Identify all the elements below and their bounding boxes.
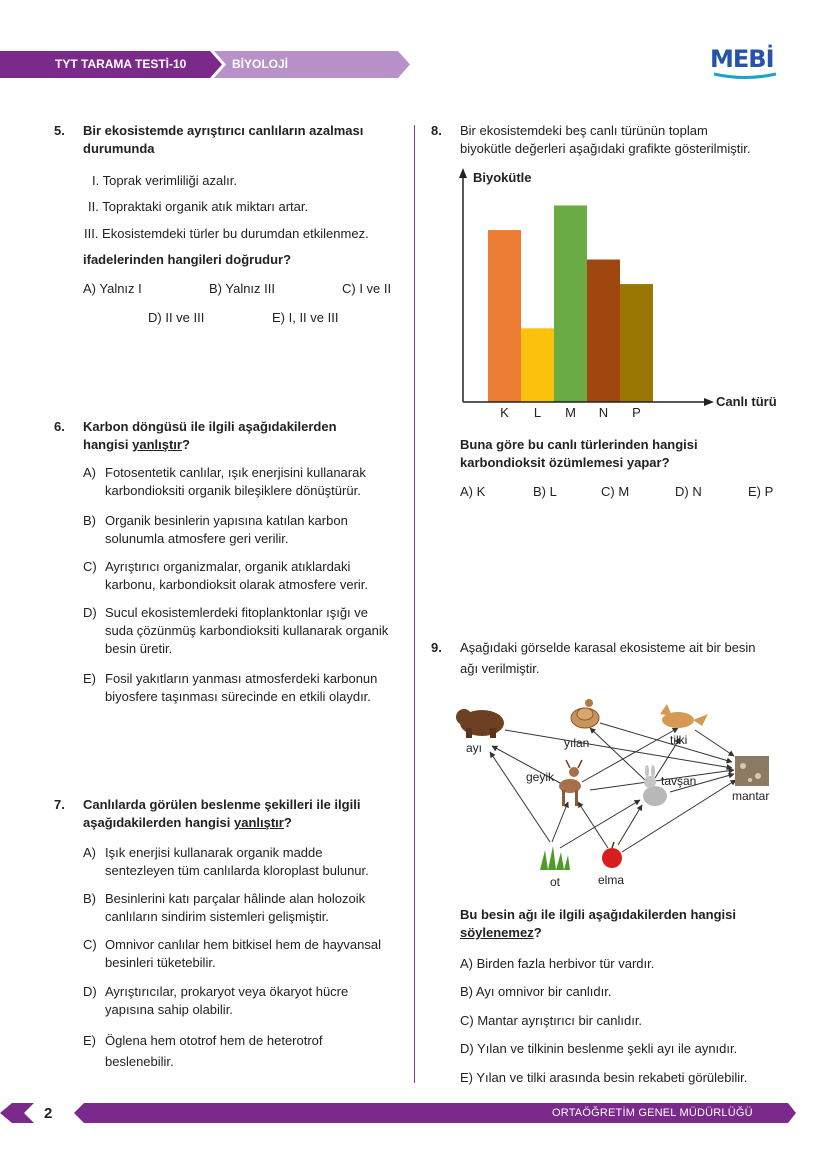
biomass-bar-chart (440, 162, 790, 424)
q5-option-e[interactable]: E) I, II ve III (272, 310, 339, 325)
q6-option-c[interactable]: C) Ayrıştırıcı organizmalar, organik atıklardaki karbonu, karbondioksit olarak atmosfere verir. (83, 559, 369, 592)
q6-option-a[interactable]: A) Fotosentetik canlılar, ışık enerjisini kullanarak karbondioksiti organik bileşiklere dönüştürür. (83, 465, 366, 498)
bar-l (521, 328, 554, 402)
mebi-logo (710, 46, 780, 82)
q7-option-b[interactable]: B) Besinlerini katı parçalar hâlinde alan holozoik canlıların sindirim sistemleri gelişmiştir. (83, 891, 366, 924)
q9-question: Bu besin ağı ile ilgili aşağıdakilerden hangisi söylenemez? (460, 907, 736, 940)
q5-number: 5. (54, 123, 65, 138)
q6-option-d[interactable]: D) Sucul ekosistemlerdeki fitoplanktonlar ışığı ve suda çözünmüş karbondioksiti kullanarak organik besin üretir. (83, 605, 389, 656)
deer-icon (559, 760, 582, 806)
bar-k (488, 230, 521, 402)
label-elma: elma (598, 873, 625, 887)
x-tick-p: P (632, 405, 641, 420)
q9-option-d[interactable]: D) Yılan ve tilkinin beslenme şekli ayı ile aynıdır. (460, 1041, 738, 1056)
q5-statement-1: I. Toprak verimliliği azalır. (92, 173, 237, 188)
q7-option-a[interactable]: A) Işık enerjisi kullanarak organik madde sentezleyen tüm canlılarda kloroplast bulunur. (83, 845, 369, 878)
apple-icon (602, 842, 622, 868)
x-axis-label: Canlı türü (716, 394, 777, 409)
q9-option-c[interactable]: C) Mantar ayrıştırıcı bir canlıdır. (460, 1013, 643, 1028)
label-ot: ot (550, 875, 561, 889)
x-tick-m: M (565, 405, 576, 420)
subject-label: BİYOLOJİ (232, 57, 289, 71)
q9-number: 9. (431, 640, 442, 655)
q9-option-e[interactable]: E) Yılan ve tilki arasında besin rekabeti görülebilir. (460, 1070, 748, 1085)
q5-question: ifadelerinden hangileri doğrudur? (83, 252, 292, 267)
x-axis-arrow-icon (704, 398, 714, 406)
q7-option-d[interactable]: D) Ayrıştırıcılar, prokaryot veya ökaryot hücre yapısına sahip olabilir. (83, 984, 349, 1017)
arrow-ot-to-geyik (552, 802, 568, 842)
q8-option-c[interactable]: C) M (601, 484, 630, 499)
x-tick-l: L (533, 405, 542, 420)
bar-n (587, 260, 620, 402)
q5-option-b[interactable]: B) Yalnız III (209, 281, 275, 296)
q8-question: Buna göre bu canlı türlerinden hangisi karbondioksit özümlemesi yapar? (460, 437, 698, 470)
q8-stem: Bir ekosistemdeki beş canlı türünün toplam biyokütle değerleri aşağıdaki grafikte gösterilmiştir. (460, 123, 751, 156)
q8-option-b[interactable]: B) L (533, 484, 557, 499)
page-number: 2 (44, 1105, 53, 1122)
q5-option-d[interactable]: D) II ve III (148, 310, 205, 325)
q9-stem: Aşağıdaki görselde karasal ekosisteme ait bir besin ağı verilmiştir. (460, 640, 756, 676)
q5-statement-2: II. Topraktaki organik atık miktarı artar. (88, 199, 309, 214)
y-axis-label: Biyokütle (473, 170, 532, 185)
q9-option-b[interactable]: B) Ayı omnivor bir canlıdır. (460, 984, 612, 999)
label-geyik: geyik (526, 770, 555, 784)
q6-stem: Karbon döngüsü ile ilgili aşağıdakilerden hangisi yanlıştır? (83, 419, 337, 452)
arrow-ot-to-tavsan (560, 800, 640, 848)
q7-option-e[interactable]: E) Öglena hem ototrof hem de heterotrof beslenebilir. (83, 1033, 323, 1069)
mushroom-icon (735, 756, 769, 786)
arrow-tavsan-to-yilan (590, 728, 645, 780)
arrow-tilki-to-mantar (695, 730, 734, 756)
q5-stem: Bir ekosistemde ayrıştırıcı canlıların azalması durumunda (83, 123, 364, 156)
q5-option-a[interactable]: A) Yalnız I (83, 281, 142, 296)
label-tilki: tilki (670, 733, 688, 747)
q5-statement-3: III. Ekosistemdeki türler bu durumdan etkilenmez. (84, 226, 369, 241)
test-title: TYT TARAMA TESTİ-10 (55, 57, 187, 71)
q5-option-c[interactable]: C) I ve II (342, 281, 392, 296)
food-web-diagram (450, 690, 790, 895)
q9-option-a[interactable]: A) Birden fazla herbivor tür vardır. (460, 956, 655, 971)
publisher-name: ORTAÖĞRETİM GENEL MÜDÜRLÜĞÜ (552, 1107, 753, 1119)
q7-option-c[interactable]: C) Omnivor canlılar hem bitkisel hem de hayvansal besinleri tüketebilir. (83, 937, 382, 970)
snake-icon (571, 699, 599, 728)
logo-text: MEBİ (710, 45, 774, 73)
grass-icon (540, 846, 570, 870)
fox-icon (660, 704, 708, 728)
column-divider (414, 125, 415, 1083)
q6-option-e[interactable]: E) Fosil yakıtların yanması atmosferdeki karbonun biyosfere taşınması sürecinde en etkili olaydır. (83, 671, 378, 704)
arrow-ayi-to-mantar (505, 730, 732, 768)
bear-icon (456, 709, 504, 738)
q8-option-e[interactable]: E) P (748, 484, 774, 499)
label-tavsan: tavşan (661, 774, 697, 788)
label-mantar: mantar (732, 789, 770, 803)
q8-option-a[interactable]: A) K (460, 484, 486, 499)
x-tick-k: K (500, 405, 509, 420)
q7-number: 7. (54, 797, 65, 812)
arrow-elma-to-mantar (622, 780, 736, 852)
q8-option-d[interactable]: D) N (675, 484, 702, 499)
bar-p (620, 284, 653, 402)
y-axis-arrow-icon (459, 168, 467, 178)
arrow-ot-to-ayi (490, 752, 550, 842)
x-tick-n: N (598, 405, 609, 420)
q8-number: 8. (431, 123, 442, 138)
bar-m (554, 205, 587, 402)
label-ayi: ayı (466, 741, 483, 755)
q6-option-b[interactable]: B) Organik besinlerin yapısına katılan karbon solunumla atmosfere geri verilir. (83, 513, 348, 546)
arrow-elma-to-geyik (578, 802, 608, 848)
logo-swoosh-icon (712, 72, 778, 80)
q6-number: 6. (54, 419, 65, 434)
q7-stem: Canlılarda görülen beslenme şekilleri ile ilgili aşağıdakilerden hangisi yanlıştır? (83, 797, 361, 830)
label-yilan: yılan (564, 736, 590, 750)
